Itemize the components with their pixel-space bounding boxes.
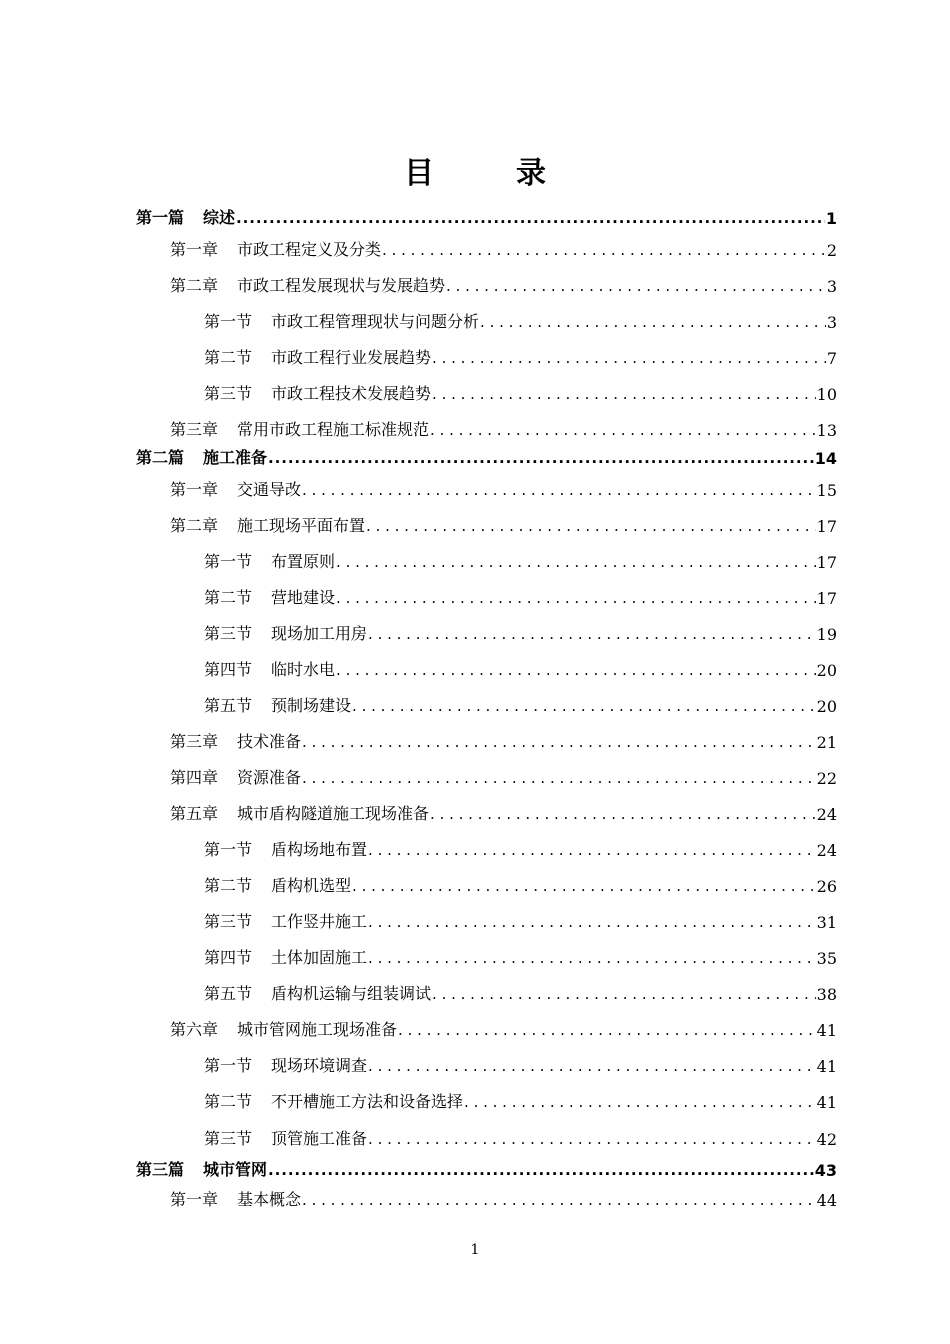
dot-leader <box>432 984 816 1004</box>
toc-entry-title: 城市盾构隧道施工现场准备 <box>237 804 430 823</box>
toc-entry-number: 第四节 <box>204 948 253 967</box>
toc-entry-title: 盾构机选型 <box>271 876 352 895</box>
toc-entry-page: 42 <box>816 1130 837 1149</box>
toc-entry-page: 17 <box>816 517 837 536</box>
toc-entry-page: 35 <box>816 949 837 968</box>
toc-entry-page: 41 <box>816 1057 837 1076</box>
toc-entry-page: 26 <box>816 877 837 896</box>
toc-entry-number: 第二篇 <box>136 448 185 467</box>
toc-entry-number: 第六章 <box>170 1020 219 1039</box>
toc-entry-number: 第二节 <box>204 1092 253 1111</box>
toc-entry-title: 现场加工用房 <box>271 624 368 643</box>
dot-leader <box>302 768 816 788</box>
toc-entry-number: 第三章 <box>170 420 219 439</box>
toc-entry-page: 1 <box>825 209 837 228</box>
toc-entry-title: 施工准备 <box>203 448 268 467</box>
toc-entry-chapter[interactable] <box>170 1186 837 1210</box>
toc-entry-page: 13 <box>816 421 837 440</box>
toc-entry-title: 土体加固施工 <box>271 948 368 967</box>
toc-entry-page: 20 <box>816 661 837 680</box>
toc-entry-chapter[interactable] <box>170 476 837 500</box>
toc-entry-title: 交通导改 <box>237 480 302 499</box>
dot-leader <box>336 552 816 572</box>
toc-entry-number: 第三章 <box>170 732 219 751</box>
toc-entry-chapter[interactable] <box>170 272 837 296</box>
dot-leader <box>352 876 816 896</box>
dot-leader <box>464 1092 816 1112</box>
toc-entry-title: 现场环境调查 <box>271 1056 368 1075</box>
toc-entry-title: 顶管施工准备 <box>271 1129 368 1148</box>
toc-entry-section[interactable] <box>204 1125 837 1149</box>
toc-entry-chapter[interactable] <box>170 416 837 440</box>
toc-entry-section[interactable] <box>204 692 837 716</box>
toc-entry-title: 资源准备 <box>237 768 302 787</box>
toc-entry-number: 第五节 <box>204 984 253 1003</box>
toc-entry-number: 第一章 <box>170 480 219 499</box>
toc-entry-page: 7 <box>826 349 837 368</box>
toc-entry-page: 44 <box>816 1191 837 1210</box>
toc-entry-page: 20 <box>816 697 837 716</box>
toc-entry-page: 10 <box>816 385 837 404</box>
toc-entry-page: 41 <box>816 1021 837 1040</box>
toc-entry-page: 43 <box>814 1161 837 1180</box>
toc-entry-title: 技术准备 <box>237 732 302 751</box>
toc-entry-section[interactable] <box>204 836 837 860</box>
dot-leader <box>432 384 816 404</box>
toc-entry-number: 第三节 <box>204 384 253 403</box>
page-number: 1 <box>470 1242 480 1258</box>
toc-entry-section[interactable] <box>204 584 837 608</box>
dot-leader <box>430 804 816 824</box>
toc-entry-title: 工作竖井施工 <box>271 912 368 931</box>
dot-leader <box>368 624 816 644</box>
toc-entry-title: 常用市政工程施工标准规范 <box>237 420 430 439</box>
dot-leader <box>268 1160 814 1180</box>
toc-entry-title: 临时水电 <box>271 660 336 679</box>
toc-entry-title: 不开槽施工方法和设备选择 <box>271 1092 464 1111</box>
toc-entry-title: 综述 <box>203 208 236 227</box>
toc-entry-chapter[interactable] <box>170 512 837 536</box>
dot-leader <box>368 1129 816 1149</box>
dot-leader <box>432 348 826 368</box>
dot-leader <box>336 660 816 680</box>
toc-entry-page: 14 <box>814 449 837 468</box>
toc-entry-section[interactable] <box>204 1088 837 1112</box>
toc-entry-number: 第一节 <box>204 552 253 571</box>
dot-leader <box>336 588 816 608</box>
toc-entry-number: 第五节 <box>204 696 253 715</box>
toc-entry-title: 城市管网 <box>203 1160 268 1179</box>
toc-entry-part[interactable] <box>136 204 837 228</box>
toc-entry-page: 17 <box>816 589 837 608</box>
toc-entry-number: 第二节 <box>204 588 253 607</box>
toc-entry-chapter[interactable] <box>170 236 837 260</box>
toc-entry-section[interactable] <box>204 908 837 932</box>
toc-entry-page: 3 <box>826 277 837 296</box>
toc-entry-part[interactable] <box>136 1156 837 1180</box>
toc-entry-section[interactable] <box>204 872 837 896</box>
toc-entry-chapter[interactable] <box>170 800 837 824</box>
toc-entry-number: 第一篇 <box>136 208 185 227</box>
page-title: 目 录 <box>404 156 572 191</box>
toc-entry-number: 第四节 <box>204 660 253 679</box>
toc-entry-number: 第三节 <box>204 1129 253 1148</box>
toc-entry-title: 城市管网施工现场准备 <box>237 1020 398 1039</box>
toc-entry-chapter[interactable] <box>170 1016 837 1040</box>
toc-entry-page: 21 <box>816 733 837 752</box>
toc-entry-page: 41 <box>816 1093 837 1112</box>
dot-leader <box>236 208 825 228</box>
toc-entry-number: 第一章 <box>170 1190 219 1209</box>
dot-leader <box>352 696 816 716</box>
toc-entry-section[interactable] <box>204 1052 837 1076</box>
toc-entry-title: 市政工程发展现状与发展趋势 <box>237 276 446 295</box>
toc-entry-section[interactable] <box>204 980 837 1004</box>
toc-entry-title: 基本概念 <box>237 1190 302 1209</box>
toc-entry-title: 市政工程管理现状与问题分析 <box>271 312 480 331</box>
dot-leader <box>302 732 816 752</box>
toc-entry-section[interactable] <box>204 620 837 644</box>
toc-entry-title: 市政工程技术发展趋势 <box>271 384 432 403</box>
toc-entry-title: 盾构机运输与组装调试 <box>271 984 432 1003</box>
toc-entry-number: 第五章 <box>170 804 219 823</box>
toc-entry-title: 市政工程行业发展趋势 <box>271 348 432 367</box>
toc-entry-page: 19 <box>816 625 837 644</box>
toc-entry-number: 第一节 <box>204 840 253 859</box>
toc-entry-number: 第三节 <box>204 624 253 643</box>
dot-leader <box>302 1190 816 1210</box>
dot-leader <box>368 948 816 968</box>
dot-leader <box>398 1020 816 1040</box>
dot-leader <box>368 912 816 932</box>
toc-entry-page: 22 <box>816 769 837 788</box>
toc-entry-number: 第三篇 <box>136 1160 185 1179</box>
toc-entry-title: 布置原则 <box>271 552 336 571</box>
dot-leader <box>366 516 816 536</box>
toc-entry-title: 营地建设 <box>271 588 336 607</box>
toc-entry-section[interactable] <box>204 656 837 680</box>
toc-entry-title: 预制场建设 <box>271 696 352 715</box>
toc-entry-page: 38 <box>816 985 837 1004</box>
dot-leader <box>368 1056 816 1076</box>
toc-entry-page: 17 <box>816 553 837 572</box>
toc-entry-number: 第四章 <box>170 768 219 787</box>
dot-leader <box>446 276 826 296</box>
toc-entry-number: 第二章 <box>170 276 219 295</box>
toc-entry-section[interactable] <box>204 344 837 368</box>
toc-entry-part[interactable] <box>136 444 837 468</box>
toc-entry-number: 第三节 <box>204 912 253 931</box>
toc-entry-section[interactable] <box>204 380 837 404</box>
toc-entry-number: 第二节 <box>204 348 253 367</box>
toc-entry-title: 盾构场地布置 <box>271 840 368 859</box>
toc-entry-page: 3 <box>826 313 837 332</box>
toc-entry-number: 第一章 <box>170 240 219 259</box>
toc-entry-page: 24 <box>816 841 837 860</box>
toc-entry-section[interactable] <box>204 548 837 572</box>
dot-leader <box>268 448 814 468</box>
toc-entry-page: 2 <box>826 241 837 260</box>
dot-leader <box>302 480 816 500</box>
toc-entry-title: 施工现场平面布置 <box>237 516 366 535</box>
toc-entry-number: 第一节 <box>204 1056 253 1075</box>
toc-entry-title: 市政工程定义及分类 <box>237 240 382 259</box>
toc-entry-page: 31 <box>816 913 837 932</box>
toc-entry-chapter[interactable] <box>170 764 837 788</box>
dot-leader <box>430 420 816 440</box>
toc-entry-section[interactable] <box>204 944 837 968</box>
toc-entry-page: 24 <box>816 805 837 824</box>
dot-leader <box>368 840 816 860</box>
dot-leader <box>480 312 826 332</box>
toc-entry-number: 第一节 <box>204 312 253 331</box>
toc-entry-chapter[interactable] <box>170 728 837 752</box>
toc-entry-page: 15 <box>816 481 837 500</box>
dot-leader <box>382 240 826 260</box>
toc-entry-number: 第二节 <box>204 876 253 895</box>
toc-entry-number: 第二章 <box>170 516 219 535</box>
toc-entry-section[interactable] <box>204 308 837 332</box>
